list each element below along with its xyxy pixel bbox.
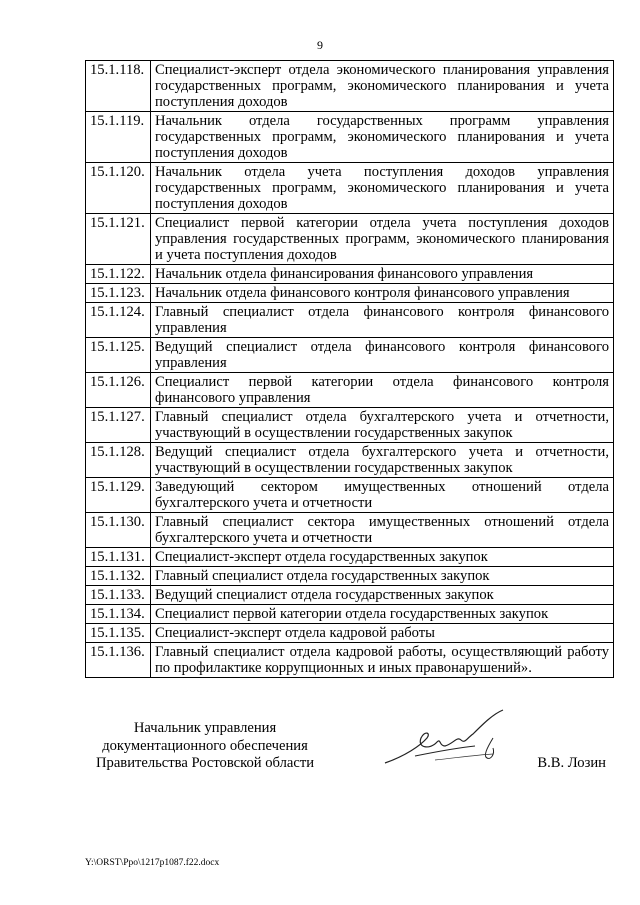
signer-name: В.В. Лозин (537, 755, 606, 771)
page-number: 9 (317, 38, 323, 52)
row-number: 15.1.120. (86, 163, 151, 214)
table-row (86, 163, 614, 214)
handwritten-signature (375, 708, 525, 778)
row-position-text: Главный специалист отдела финансового контроля финансового управления (151, 303, 614, 338)
row-position-text: Главный специалист отдела государственных закупок (151, 567, 614, 586)
row-position-text: Ведущий специалист отдела финансового контроля финансового управления (151, 338, 614, 373)
signature-block (85, 720, 614, 780)
row-number: 15.1.127. (86, 408, 151, 443)
table-row (86, 112, 614, 163)
row-position-text: Начальник отдела финансирования финансового управления (151, 265, 614, 284)
row-number: 15.1.132. (86, 567, 151, 586)
table-row (86, 478, 614, 513)
row-position-text: Главный специалист отдела бухгалтерского учета и отчетности, участвующий в осуществлении государственных закупок (151, 408, 614, 443)
row-number: 15.1.136. (86, 643, 151, 678)
table-row (86, 373, 614, 408)
table-row (86, 513, 614, 548)
row-position-text: Ведущий специалист отдела бухгалтерского учета и отчетности, участвующий в осуществлении государственных закупок (151, 443, 614, 478)
row-position-text: Начальник отдела государственных программ управления государственных программ, экономического планирования и учета поступления доходов (151, 112, 614, 163)
row-position-text: Главный специалист отдела кадровой работы, осуществляющий работу по профилактике коррупционных и иных правонарушений». (151, 643, 614, 678)
table-row (86, 214, 614, 265)
row-position-text: Заведующий сектором имущественных отношений отдела бухгалтерского учета и отчетности (151, 478, 614, 513)
signer-title-line: Правительства Ростовской области (95, 755, 315, 771)
row-number: 15.1.119. (86, 112, 151, 163)
signer-title-line: Начальник управления (133, 720, 277, 736)
signer-title (85, 720, 325, 773)
row-number: 15.1.128. (86, 443, 151, 478)
row-number: 15.1.122. (86, 265, 151, 284)
row-position-text: Специалист первой категории отдела финансового контроля финансового управления (151, 373, 614, 408)
table-row (86, 548, 614, 567)
row-position-text: Начальник отдела учета поступления доходов управления государственных программ, экономического планирования и учета поступления доходов (151, 163, 614, 214)
row-position-text: Главный специалист сектора имущественных отношений отдела бухгалтерского учета и отчетности (151, 513, 614, 548)
table-row (86, 303, 614, 338)
positions-table-body (86, 61, 614, 678)
row-number: 15.1.125. (86, 338, 151, 373)
positions-table (85, 60, 614, 678)
table-row (86, 443, 614, 478)
row-position-text: Специалист-эксперт отдела кадровой работы (151, 624, 614, 643)
row-position-text: Специалист первой категории отдела государственных закупок (151, 605, 614, 624)
table-row (86, 586, 614, 605)
row-number: 15.1.129. (86, 478, 151, 513)
table-row (86, 338, 614, 373)
row-position-text: Начальник отдела финансового контроля финансового управления (151, 284, 614, 303)
table-row (86, 408, 614, 443)
row-number: 15.1.121. (86, 214, 151, 265)
row-number: 15.1.131. (86, 548, 151, 567)
table-row (86, 643, 614, 678)
table-row (86, 605, 614, 624)
table-row (86, 624, 614, 643)
row-number: 15.1.126. (86, 373, 151, 408)
row-number: 15.1.135. (86, 624, 151, 643)
row-number: 15.1.133. (86, 586, 151, 605)
row-position-text: Специалист первой категории отдела учета поступления доходов управления государственных программ, экономического планирования и учета поступления доходов (151, 214, 614, 265)
row-position-text: Ведущий специалист отдела государственных закупок (151, 586, 614, 605)
row-number: 15.1.123. (86, 284, 151, 303)
row-number: 15.1.124. (86, 303, 151, 338)
table-row (86, 61, 614, 112)
table-row (86, 567, 614, 586)
row-number: 15.1.130. (86, 513, 151, 548)
table-row (86, 284, 614, 303)
row-number: 15.1.118. (86, 61, 151, 112)
table-row (86, 265, 614, 284)
row-position-text: Специалист-эксперт отдела государственных закупок (151, 548, 614, 567)
row-position-text: Специалист-эксперт отдела экономического планирования управления государственных программ, экономического планирования и учета поступления доходов (151, 61, 614, 112)
signer-title-line: документационного обеспечения (102, 737, 308, 754)
file-path: Y:\ORST\Ppo\1217p1087.f22.docx (85, 858, 220, 868)
row-number: 15.1.134. (86, 605, 151, 624)
